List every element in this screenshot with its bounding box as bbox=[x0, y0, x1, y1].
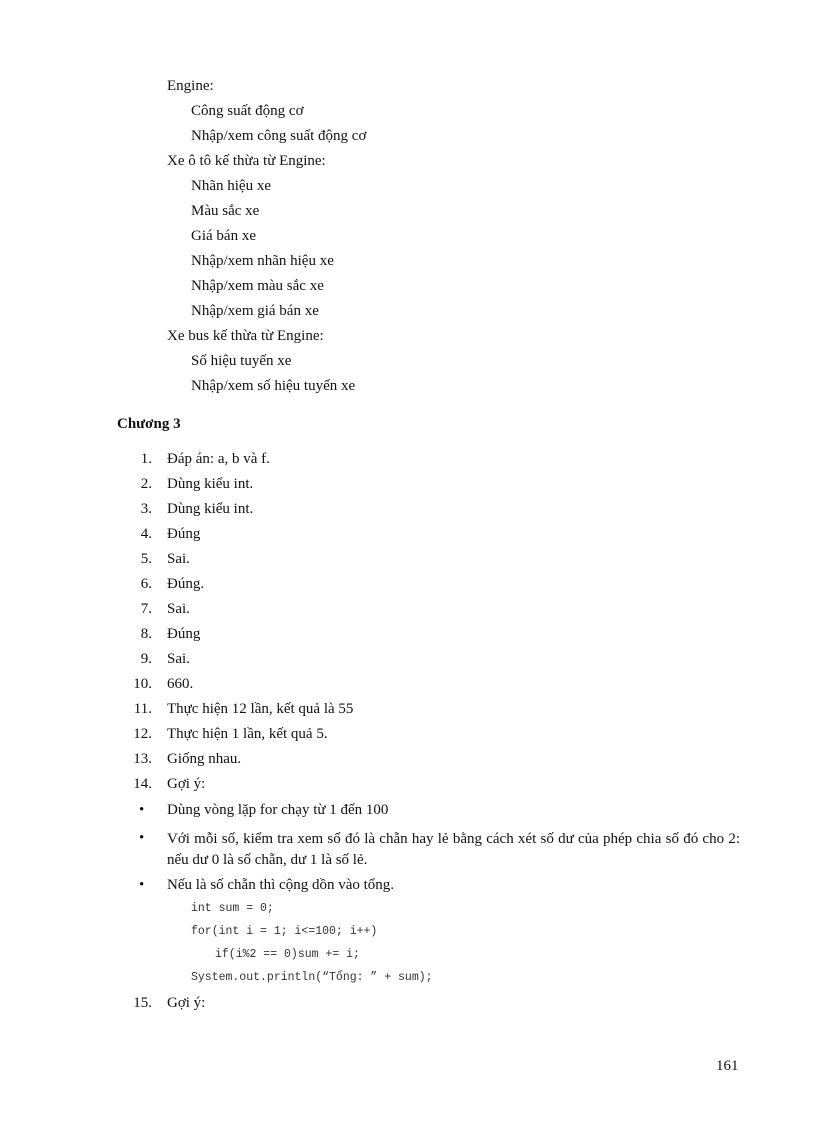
bus-item: Số hiệu tuyến xe bbox=[191, 353, 292, 369]
car-item: Nhập/xem nhãn hiệu xe bbox=[191, 253, 334, 269]
answer-number: 2. bbox=[140, 476, 152, 492]
engine-item: Nhập/xem công suất động cơ bbox=[191, 128, 367, 144]
answer-number: 3. bbox=[140, 501, 152, 517]
page-number: 161 bbox=[716, 1058, 739, 1074]
bus-item: Nhập/xem số hiệu tuyến xe bbox=[191, 378, 356, 394]
code-line: System.out.println(“Tổng: ” + sum); bbox=[191, 971, 433, 984]
answer-number: 11. bbox=[133, 701, 152, 717]
code-line: for(int i = 1; i<=100; i++) bbox=[191, 925, 378, 938]
answer-number: 10. bbox=[133, 676, 152, 692]
answer-text: 660. bbox=[167, 676, 194, 692]
car-title: Xe ô tô kế thừa từ Engine: bbox=[167, 153, 326, 169]
answer-text: Đúng bbox=[167, 526, 201, 542]
car-item: Nhập/xem giá bán xe bbox=[191, 303, 319, 319]
answer-text: Gợi ý: bbox=[167, 776, 206, 792]
car-item: Nhãn hiệu xe bbox=[191, 178, 271, 194]
answer-number: 14. bbox=[133, 776, 152, 792]
answer-text: Thực hiện 12 lần, kết quả là 55 bbox=[167, 701, 354, 717]
answer-text: Dùng kiểu int. bbox=[167, 476, 254, 492]
answer-number: 6. bbox=[140, 576, 152, 592]
engine-title: Engine: bbox=[167, 78, 214, 94]
car-item: Màu sắc xe bbox=[191, 203, 260, 219]
answer-text: Giống nhau. bbox=[167, 751, 242, 767]
code-line: if(i%2 == 0)sum += i; bbox=[215, 948, 360, 961]
answer-text: Đáp án: a, b và f. bbox=[167, 451, 270, 467]
answer-number: 5. bbox=[140, 551, 152, 567]
answer-number: 4. bbox=[140, 526, 152, 542]
chapter-heading: Chương 3 bbox=[117, 416, 181, 432]
car-item: Giá bán xe bbox=[191, 228, 256, 244]
engine-item: Công suất động cơ bbox=[191, 103, 304, 119]
car-item: Nhập/xem màu sắc xe bbox=[191, 278, 324, 294]
answer-number: 13. bbox=[133, 751, 152, 767]
answer-text: Đúng. bbox=[167, 576, 205, 592]
answer-number: 15. bbox=[133, 995, 152, 1011]
answer-number: 9. bbox=[140, 651, 152, 667]
answer-number: 1. bbox=[140, 451, 152, 467]
answer-text: Sai. bbox=[167, 651, 190, 667]
bus-title: Xe bus kế thừa từ Engine: bbox=[167, 328, 324, 344]
answer-text: Sai. bbox=[167, 551, 190, 567]
answer-text: Đúng bbox=[167, 626, 201, 642]
code-line: int sum = 0; bbox=[191, 902, 274, 915]
bullet-text: Dùng vòng lặp for chạy từ 1 đến 100 bbox=[167, 802, 389, 818]
bullet-text: Với mỗi số, kiểm tra xem số đó là chẵn hay lẻ bằng cách xét số dư của phép chia số đó cho 2: nếu dư 0 là số chẵn, dư 1 là số lẻ. bbox=[167, 831, 740, 868]
bullet-dot: • bbox=[139, 877, 145, 893]
bullet-dot: • bbox=[139, 802, 145, 818]
answer-text: Dùng kiểu int. bbox=[167, 501, 254, 517]
answer-number: 8. bbox=[140, 626, 152, 642]
bullet-dot: • bbox=[139, 830, 145, 846]
answer-text: Sai. bbox=[167, 601, 190, 617]
bullet-text: Nếu là số chẵn thì cộng dồn vào tổng. bbox=[167, 877, 395, 893]
answer-number: 12. bbox=[133, 726, 152, 742]
answer-text: Thực hiện 1 lần, kết quả 5. bbox=[167, 726, 328, 742]
answer-text: Gợi ý: bbox=[167, 995, 206, 1011]
answer-number: 7. bbox=[140, 601, 152, 617]
